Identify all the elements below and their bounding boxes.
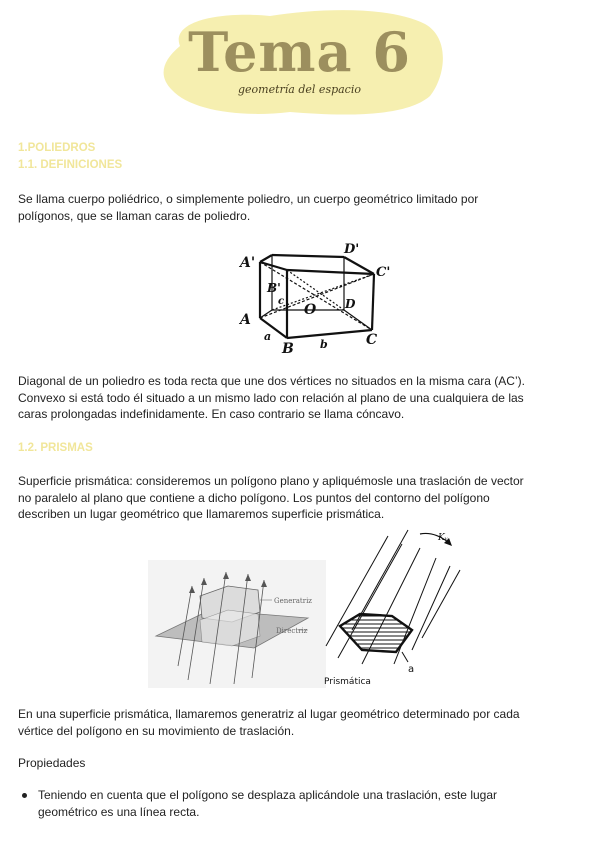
prismatic-surface-planes-figure — [148, 560, 326, 688]
paragraph-generatriz: En una superficie prismática, llamaremos generatriz al lugar geométrico determinado por cada vértice del polígono en su movimiento de traslación. — [18, 707, 520, 738]
label-edge-b: b — [320, 338, 328, 351]
paragraph-diagonal-convexo: Diagonal de un poliedro es toda recta que une dos vértices no situados en la misma cara (AC’). Convexo si está todo él situado a un mismo lado con relación al plano de una cualquiera de las caras prolongadas indefinidamente. En caso contrario se llama cóncavo. — [18, 374, 525, 421]
page-subtitle: geometría del espacio — [238, 83, 361, 96]
label-edge-c: c — [278, 296, 285, 307]
list-item: Teniendo en cuenta que el polígono se desplaza aplicándole una traslación, este lugar geométrico es una línea recta. — [18, 787, 578, 820]
page-title: Tema 6 — [188, 20, 411, 84]
label-c: C — [366, 332, 378, 348]
label-a-prime: A' — [240, 255, 256, 271]
paragraph-superficie-prismatica: Superficie prismática: consideremos un polígono plano y apliquémosle una traslación de vector no paralelo al plano que contiene a dicho polígono. Los puntos del contorno del polígono describen un lugar geométrico que llamaremos superficie prismática. — [18, 474, 524, 521]
properties-list — [18, 787, 578, 820]
properties-heading: Propiedades — [18, 756, 86, 770]
label-prismatica: Prismática — [324, 677, 371, 687]
parallelepiped-figure — [232, 240, 402, 360]
section-title-definiciones: 1.1. DEFINICIONES — [18, 159, 123, 171]
bullet-icon — [22, 793, 27, 798]
header — [0, 0, 599, 130]
label-o: O — [304, 302, 317, 318]
label-a: A — [240, 312, 251, 328]
label-b: B — [282, 341, 294, 357]
label-edge-a: a — [264, 330, 272, 343]
label-directriz: Directriz — [276, 627, 308, 635]
label-generatriz: Generatriz — [274, 597, 312, 605]
label-d: D — [345, 297, 356, 311]
label-d-prime: D' — [344, 242, 360, 257]
paragraph-definition: Se llama cuerpo poliédrico, o simplemente poliedro, un cuerpo geométrico limitado por polígonos, que se llaman caras de poliedro. — [18, 192, 479, 223]
label-a-vertex: a — [408, 664, 415, 675]
label-b-prime: B' — [267, 281, 281, 295]
label-c-prime: C' — [376, 265, 391, 280]
section-title-poliedros: 1.POLIEDROS — [18, 142, 96, 154]
prismatic-surface-sketch-figure — [322, 526, 468, 690]
section-title-prismas: 1.2. PRISMAS — [18, 442, 93, 454]
label-vector: Kᵥ — [438, 533, 449, 543]
